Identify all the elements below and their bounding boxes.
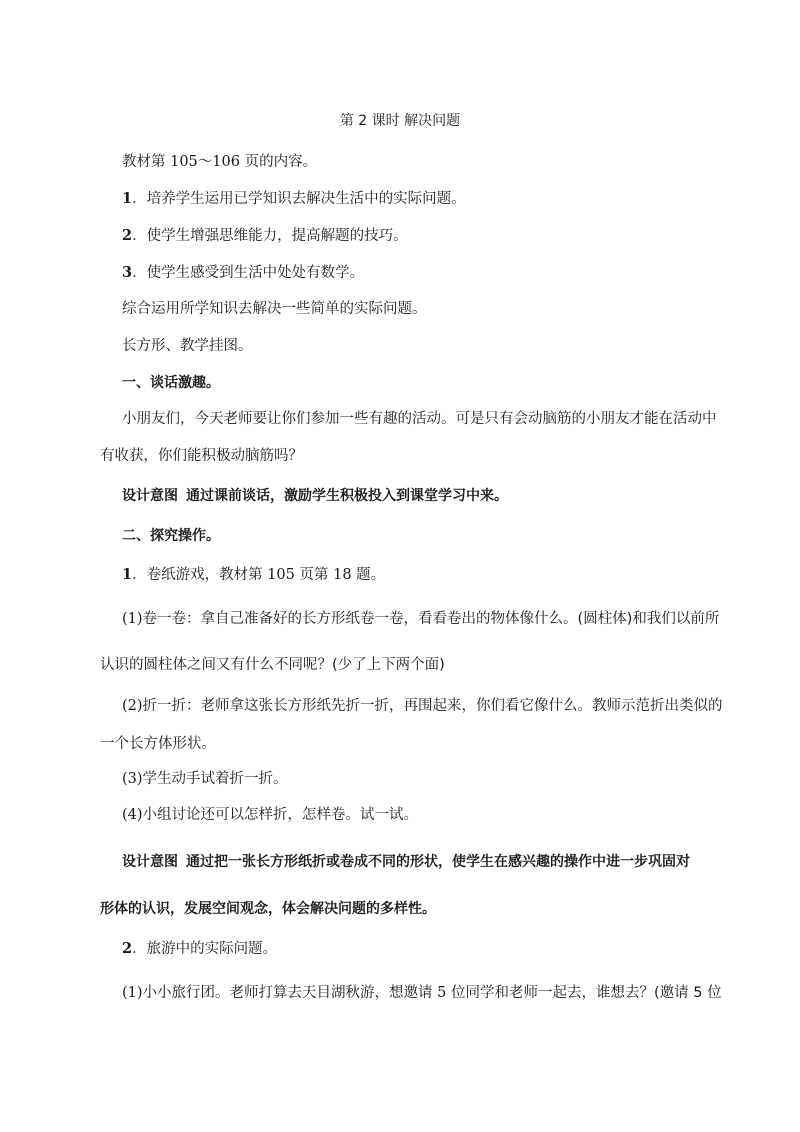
step-1-answer: (圆柱体) (577, 611, 633, 627)
trip-line (122, 984, 722, 1002)
goal-1-text: ．培养学生运用已学知识去解决生活中的实际问题。 (132, 191, 466, 207)
step-2-line-1: (2)折一折：老师拿这张长方形纸先折一折，再围起来，你们看它像什么。教师示范折出类似的 (122, 698, 723, 714)
design-intent-1-label: 设计意图 (122, 488, 178, 504)
item-1-text: ．卷纸游戏，教材第 105 页第 18 题。 (132, 567, 386, 583)
design-intent-1-text: 通过课前谈话，激励学生积极投入到课堂学习中来。 (186, 488, 508, 504)
step-1-question: 认识的圆柱体之间又有什么不同呢？ (100, 657, 332, 673)
goal-2 (122, 227, 722, 245)
step-1-line-2 (100, 656, 700, 674)
goal-2-number: 2 (122, 227, 133, 244)
step-4: (4)小组讨论还可以怎样折，怎样卷。试一试。 (122, 807, 419, 823)
design-intent-2-line-1 (122, 853, 722, 871)
item-1-number: 1 (122, 566, 133, 583)
step-3: (3)学生动手试着折一折。 (122, 771, 288, 787)
goal-3-text: ．使学生感受到生活中处处有数学。 (132, 265, 365, 281)
step-1-question-answer: (少了上下两个面) (332, 657, 445, 673)
talk-line-2: 有收获，你们能积极动脑筋吗？ (100, 448, 303, 464)
design-intent-2-text: 通过把一张长方形纸折或卷成不同的形状，使学生在感兴趣的操作中进一步巩固对 (186, 854, 690, 870)
design-intent-2-line-2: 形体的认识，发展空间观念，体会解决问题的多样性。 (100, 901, 436, 917)
goal-1 (122, 190, 722, 208)
item-2-text: ．旅游中的实际问题。 (132, 941, 278, 957)
goal-3 (122, 264, 722, 282)
trip-answer: (邀请 5 位 (653, 985, 722, 1001)
lesson-title: 第 2 课时 解决问题 (339, 113, 461, 129)
key-point-line: 综合运用所学知识去解决一些简单的实际问题。 (122, 301, 427, 317)
item-2 (122, 940, 722, 958)
goal-1-number: 1 (122, 190, 133, 207)
item-2-number: 2 (122, 940, 133, 957)
item-1 (122, 566, 722, 584)
preparation-line: 长方形、教学挂图。 (122, 338, 253, 354)
goal-2-text: ．使学生增强思维能力，提高解题的技巧。 (132, 228, 408, 244)
section-1-heading: 一、谈话激趣。 (122, 375, 220, 391)
design-intent-2-label: 设计意图 (122, 854, 178, 870)
step-1-line-1 (122, 610, 722, 628)
talk-line-1: 小朋友们，今天老师要让你们参加一些有趣的活动。可是只有会动脑筋的小朋友才能在活动中 (122, 411, 717, 427)
step-1-text: (1)卷一卷：拿自己准备好的长方形纸卷一卷，看看卷出的物体像什么。 (122, 611, 578, 627)
goal-3-number: 3 (122, 264, 133, 281)
step-1-text-cont: 和我们以前所 (632, 611, 720, 627)
content-line: 教材第 105～106 页的内容。 (122, 154, 318, 170)
design-intent-1 (122, 487, 722, 505)
section-2-heading: 二、探究操作。 (122, 528, 220, 544)
trip-text: (1)小小旅行团。老师打算去天目湖秋游，想邀请 5 位同学和老师一起去，谁想去？ (122, 985, 654, 1001)
step-2-line-2: 一个长方体形状。 (100, 736, 216, 752)
